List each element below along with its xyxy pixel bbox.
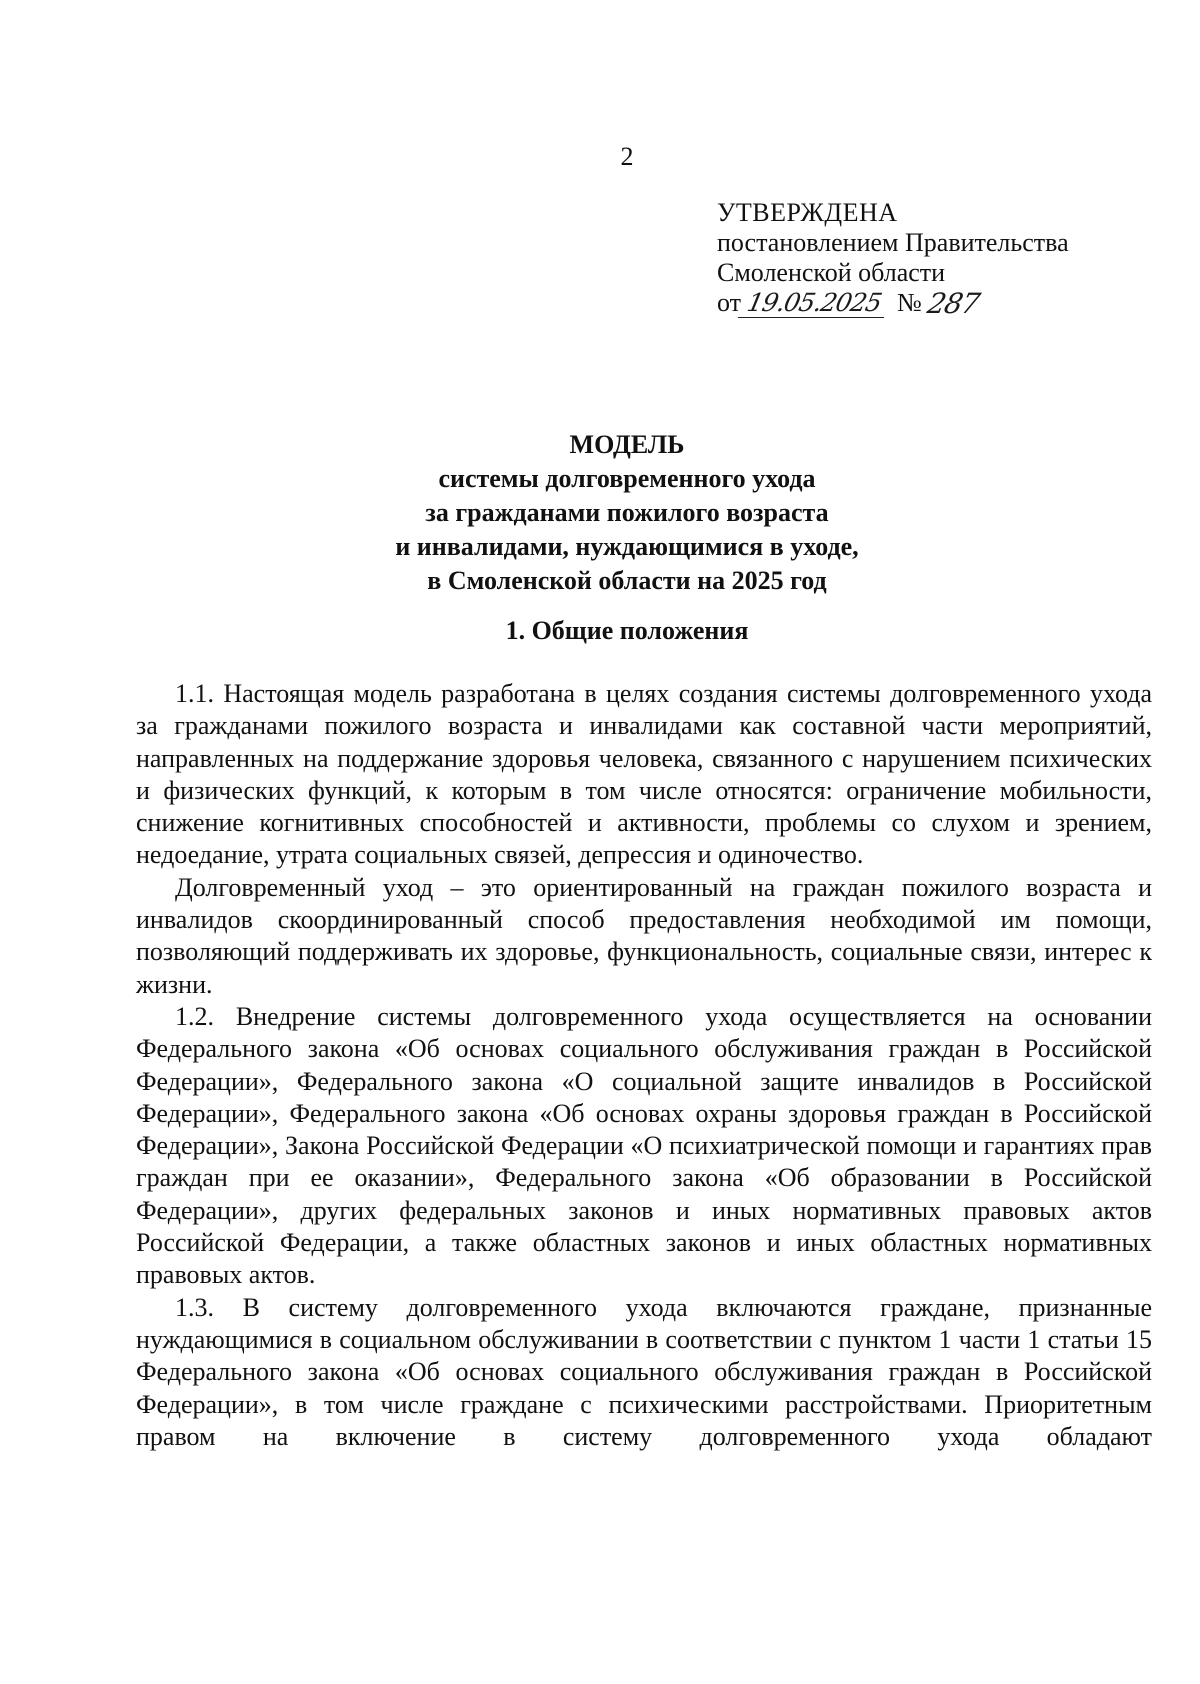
approval-line-2: Смоленской области	[717, 258, 946, 287]
approval-line-1: постановлением Правительства	[717, 228, 1069, 257]
approval-title: УТВЕРЖДЕНА	[717, 198, 898, 227]
section-heading: 1. Общие положения	[505, 616, 749, 645]
handwritten-number: 287	[924, 287, 982, 320]
approval-block	[717, 198, 1177, 322]
date-prefix: от	[717, 288, 742, 317]
paragraph-1-2: 1.2. Внедрение системы долговременного ухода осуществляется на основании Федерального закона «Об основах социального обслуживания граждан в Российской Федерации», Федерального закона «О социальной защите инвалидов в Российской Федерации», Федерального закона «Об основах охраны здоровья граждан в Российской Федерации», Закона Российской Федерации «О психиатрической помощи и гарантиях прав граждан при ее оказании», Федерального закона «Об образовании в Российской Федерации», других федеральных законов и иных нормативных правовых актов Российской Федерации, а также областных законов и иных областных нормативных правовых актов.	[136, 1001, 1152, 1290]
document-title	[0, 428, 1200, 598]
paragraph-definition: Долговременный уход – это ориентированный на граждан пожилого возраста и инвалидов скоординированный способ предоставления необходимой им помощи, позволяющий поддерживать их здоровье, функциональность, социальные связи, интерес к жизни.	[136, 872, 1152, 999]
paragraph-1-1: 1.1. Настоящая модель разработана в целях создания системы долговременного ухода за гражданами пожилого возраста и инвалидами как составной части мероприятий, направленных на поддержание здоровья человека, связанного с нарушением психических и физических функций, к которым в том числе относятся: ограничение мобильности, снижение когнитивных способностей и активности, проблемы со слухом и зрением, недоедание, утрата социальных связей, депрессия и одиночество.	[136, 679, 1152, 870]
number-prefix: №	[897, 288, 922, 317]
title-line-3: за гражданами пожилого возраста	[425, 498, 829, 527]
handwritten-date: 19.05.2025	[738, 289, 890, 318]
title-line-5: в Смоленской области на 2025 год	[427, 566, 827, 595]
body-text	[136, 678, 1152, 1453]
page-number: 2	[620, 142, 634, 171]
title-line-4: и инвалидами, нуждающимися в уходе,	[395, 532, 859, 561]
paragraph-1-3: 1.3. В систему долговременного ухода включаются граждане, признанные нуждающимися в социальном обслуживании в соответствии с пунктом 1 части 1 статьи 15 Федерального закона «Об основах социального обслуживания граждан в Российской Федерации», в том числе граждане с психическими расстройствами. Приоритетным правом на включение в систему долговременного ухода обладают	[136, 1292, 1152, 1451]
title-line-1: МОДЕЛЬ	[569, 430, 685, 459]
approval-date-number-line	[717, 288, 1177, 322]
title-line-2: системы долговременного ухода	[438, 464, 816, 493]
